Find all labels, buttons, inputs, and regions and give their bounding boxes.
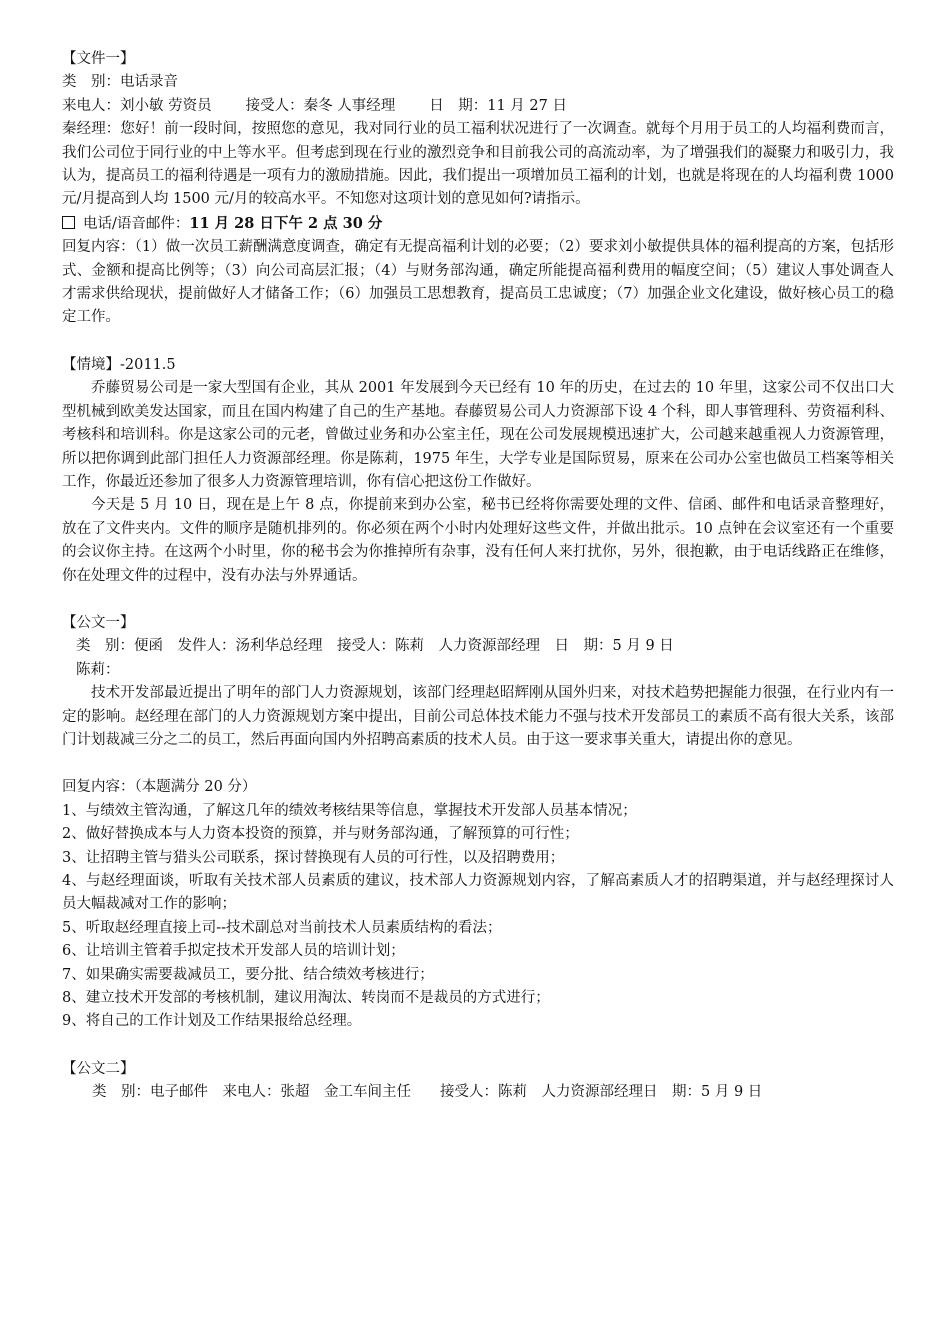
doc1-reply: 回复内容：（1）做一次员工薪酬满意度调查，确定有无提高福利计划的必要；（2）要求刘小敏提供具体的福利提高的方案，包括形式、金额和提高比例等；（3）向公司高层汇报；（4）与财务部沟通，确定所能提高福利费用的幅度空间；（5）建议人事处调查人才需求供给现状，提前做好人才储备工作；（6）加强员工思想教育，提高员工忠诚度；（7）加强企业文化建设，做好核心员工的稳定工作。 <box>62 239 894 326</box>
scenario-paragraph-1: 乔藤贸易公司是一家大型国有企业，其从 2001 年发展到今天已经有 10 年的历史，在过去的 10 年里，这家公司不仅出口大型机械到欧美发达国家，而且在国内构建了自己的生产基地。春藤贸易公司人力资源部下设 4 个科，即人事管理科、劳资福利科、考核科和培训科。你是这家公司的元老，曾做过业务和办公室主任，现在公司发展规模迅速扩大，公司越来越重视人力资源管理，所以把你调到此部门担任人力资源部经理。你是陈莉，1975 年生，大学专业是国际贸易，原来在公司办公室也做员工档案等相关工作，你最近还参加了很多人力资源管理培训，你有信心把这份工作做好。 <box>62 380 894 490</box>
doc1-voicemail-line <box>62 212 894 236</box>
list-item: 2、做好替换成本与人力资本投资的预算，并与财务部沟通，了解预算的可行性； <box>62 826 579 843</box>
memo1-reply-title: 回复内容：（本题满分 20 分） <box>62 779 257 796</box>
list-item: 7、如果确实需要裁减员工，要分批、结合绩效考核进行； <box>62 966 434 983</box>
list-item: 3、让招聘主管与猎头公司联系，探讨替换现有人员的可行性，以及招聘费用； <box>62 849 565 866</box>
doc1-body: 秦经理：您好！前一段时间，按照您的意见，我对同行业的员工福利状况进行了一次调查。就每个月用于员工的人均福利费而言，我们公司位于同行业的中上等水平。但考虑到现在行业的激烈竞争和目前我公司的高流动率，为了增强我们的凝聚力和吸引力，我认为，提高员工的福利待遇是一项有力的激励措施。因此，我们提出一项增加员工福利的计划，也就是将现在的人均福利费 1000 元/月提高到人均 1500 元/月的较高水平。不知您对这项计划的意见如何?请指示。 <box>62 121 894 208</box>
doc1-date: 日 期：11 月 27 日 <box>429 97 567 114</box>
memo1-reply-list <box>62 800 894 1034</box>
doc1-receiver: 接受人：秦冬 人事经理 <box>245 97 396 114</box>
memo1-salutation: 陈莉： <box>76 661 120 678</box>
list-item: 4、与赵经理面谈，听取有关技术部人员素质的建议，技术部人力资源规划内容，了解高素质人才的招聘渠道，并与赵经理探讨人员大幅裁减对工作的影响； <box>62 873 894 913</box>
list-item: 1、与绩效主管沟通，了解这几年的绩效考核结果等信息，掌握技术开发部人员基本情况； <box>62 802 637 819</box>
memo1-meta: 类 别：便函 发件人：汤利华总经理 接受人：陈莉 人力资源部经理 日 期：5 月 9 日 <box>76 638 674 655</box>
doc1-heading: 【文件一】 <box>62 51 135 67</box>
memo2-meta: 类 别：电子邮件 来电人：张超 金工车间主任 接受人：陈莉 人力资源部经理日 期：5 月 9 日 <box>92 1084 763 1101</box>
memo2-heading: 【公文二】 <box>62 1060 135 1077</box>
scenario-heading: 【情境】-2011.5 <box>62 356 176 373</box>
list-item: 5、听取赵经理直接上司--技术副总对当前技术人员素质结构的看法； <box>62 919 502 936</box>
list-item: 9、将自己的工作计划及工作结果报给总经理。 <box>62 1013 362 1030</box>
scenario-paragraph-2: 今天是 5 月 10 日，现在是上午 8 点，你提前来到办公室，秘书已经将你需要处理的文件、信函、邮件和电话录音整理好，放在了文件夹内。文件的顺序是随机排列的。你必须在两个小时内处理好这些文件，并做出批示。10 点钟在会议室还有一个重要的会议你主持。在这两个小时里，你的秘书会为你推掉所有杂事，没有任何人来打扰你，另外，很抱歉，由于电话线路正在维修，你在处理文件的过程中，没有办法与外界通话。 <box>62 497 894 584</box>
doc1-meta-line <box>62 95 894 118</box>
doc1-caller: 来电人：刘小敏 劳资员 <box>62 97 212 114</box>
document-page <box>62 48 894 1105</box>
checkbox-icon <box>62 216 75 229</box>
doc1-voicemail-date: 11 月 28 日下午 2 点 30 分 <box>189 214 383 232</box>
doc1-voicemail-prefix: 电话/语音邮件： <box>83 215 190 232</box>
doc1-category: 类 别：电话录音 <box>62 74 178 91</box>
memo1-body: 技术开发部最近提出了明年的部门人力资源规划，该部门经理赵昭辉刚从国外归来，对技术趋势把握能力很强，在行业内有一定的影响。赵经理在部门的人力资源规划方案中提出，目前公司总体技术能力不强与技术开发部员工的素质不高有很大关系，该部门计划裁减三分之二的员工，然后再面向国内外招聘高素质的技术人员。由于这一要求事关重大，请提出你的意见。 <box>62 685 894 748</box>
list-item: 6、让培训主管着手拟定技术开发部人员的培训计划； <box>62 943 405 960</box>
memo1-heading: 【公文一】 <box>62 614 135 631</box>
list-item: 8、建立技术开发部的考核机制，建议用淘汰、转岗而不是裁员的方式进行； <box>62 990 550 1007</box>
